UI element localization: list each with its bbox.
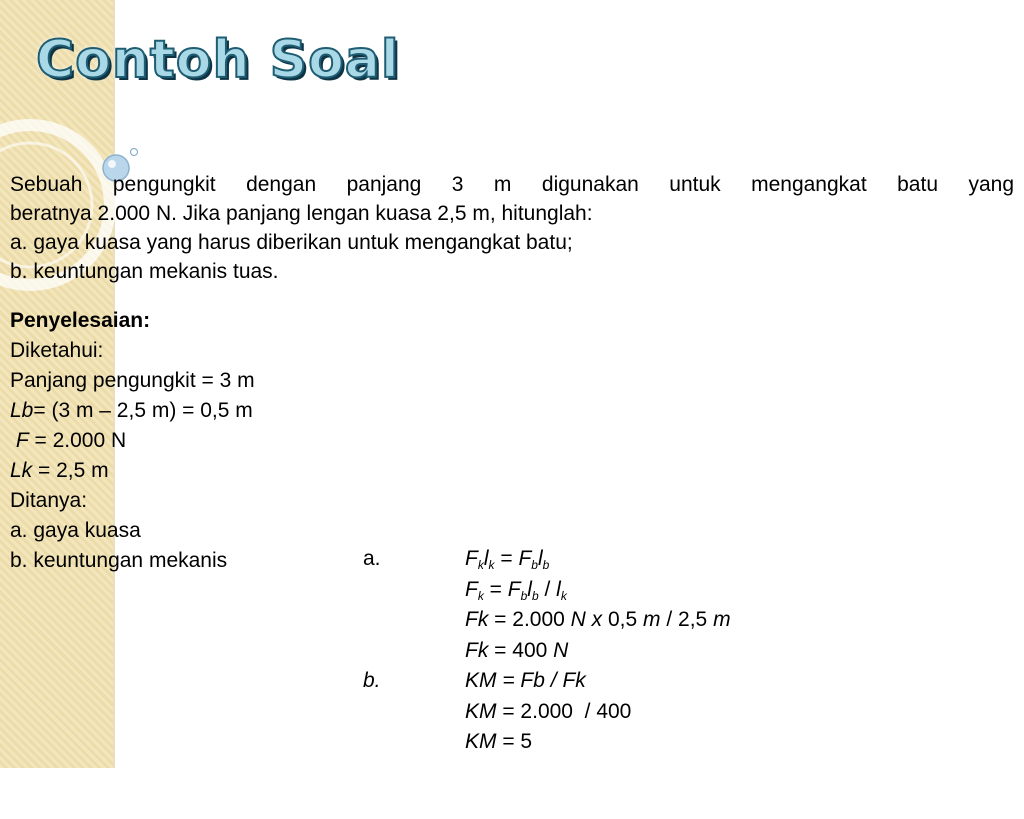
calc-row-7 — [363, 727, 533, 758]
known-f — [10, 426, 255, 456]
solution-block — [10, 306, 255, 576]
calc-row-4 — [363, 636, 569, 667]
formula-force-rearranged: $F_k = F_bl_b / l_k$ — [465, 577, 567, 603]
problem-line-2: beratnya 2.000 N. Jika panjang lengan kuasa 2,5 m, hitunglah: — [10, 202, 593, 225]
formula-ma-result: KM = 5 — [465, 730, 533, 753]
known-lk — [10, 456, 255, 486]
f-symbol: F — [15, 429, 29, 452]
lb-symbol: Lb — [10, 399, 34, 422]
problem-line-3: a. gaya kuasa yang harus diberikan untuk mengangkat batu; — [10, 231, 573, 254]
calc-row-1 — [363, 544, 550, 575]
lb-value: = (3 m – 2,5 m) = 0,5 m — [33, 399, 253, 422]
known-label: Diketahui: — [10, 339, 104, 362]
formula-force-substituted: Fk = 2.000 N x 0,5 m / 2,5 m — [465, 608, 731, 631]
calculation-block — [363, 544, 731, 758]
calc-row-6 — [363, 697, 632, 728]
asked-label: Ditanya: — [10, 489, 88, 512]
problem-statement — [10, 170, 1014, 286]
formula-lever-balance: $F_kl_k = F_bl_b$ — [465, 547, 550, 572]
calc-row-2 — [363, 575, 567, 606]
calc-label-b: b. — [363, 669, 381, 692]
f-value: = 2.000 N — [28, 429, 127, 452]
asked-a: a. gaya kuasa — [10, 519, 141, 542]
solution-heading: Penyelesaian: — [10, 309, 151, 332]
lk-symbol: Lk — [10, 459, 33, 482]
calc-label-a: a. — [363, 547, 381, 570]
slide-title: Contoh Soal — [36, 30, 400, 90]
formula-ma-substituted: KM = 2.000 / 400 — [465, 699, 632, 723]
calc-row-5 — [363, 666, 586, 697]
formula-mechanical-advantage: KM = Fb / Fk — [465, 669, 586, 692]
problem-line-1: Sebuah pengungkit dengan panjang 3 m digunakan untuk mengangkat batu yang — [10, 173, 1014, 196]
calc-row-3 — [363, 605, 731, 636]
problem-line-4: b. keuntungan mekanis tuas. — [10, 260, 279, 283]
lk-value: = 2,5 m — [32, 459, 109, 482]
asked-b: b. keuntungan mekanis — [10, 549, 228, 572]
known-lb — [10, 396, 255, 426]
formula-force-result: Fk = 400 N — [465, 638, 569, 662]
known-length: Panjang pengungkit = 3 m — [10, 369, 255, 392]
